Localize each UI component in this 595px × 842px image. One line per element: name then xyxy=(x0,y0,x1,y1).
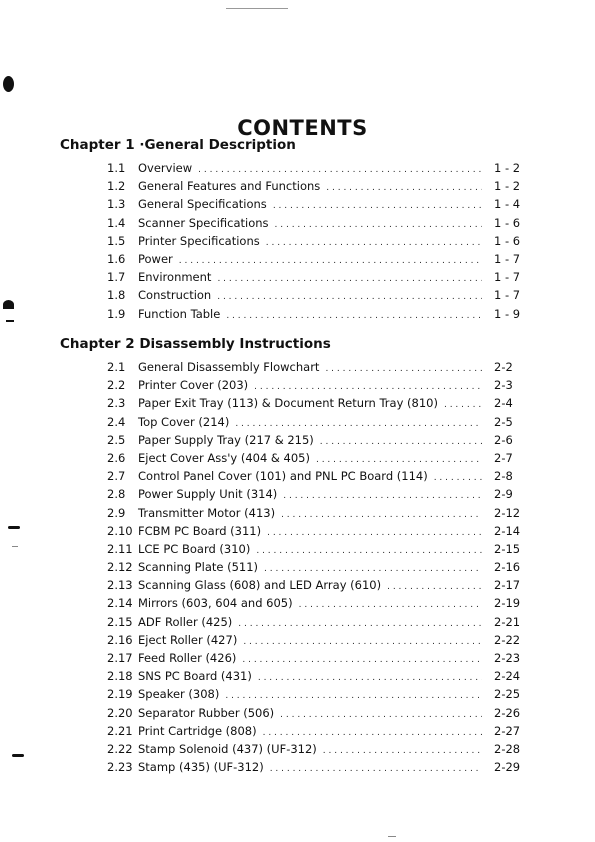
page-title: CONTENTS xyxy=(237,116,368,141)
toc-entry-number: 2.16 xyxy=(107,632,133,647)
toc-entry-title: Speaker (308) xyxy=(138,687,220,702)
toc-leader-dots xyxy=(270,764,482,774)
toc-entry xyxy=(107,307,532,325)
toc-entry-number: 1.7 xyxy=(107,270,126,285)
toc-entry-number: 1.8 xyxy=(107,288,126,303)
toc-leader-dots xyxy=(273,201,482,211)
toc-entry-number: 2.14 xyxy=(107,596,133,611)
toc-entry-title: Control Panel Cover (101) and PNL PC Board (114) xyxy=(138,469,428,484)
toc-entry-number: 1.9 xyxy=(107,306,126,321)
toc-leader-dots xyxy=(326,183,482,193)
toc-entry-number: 1.1 xyxy=(107,161,126,175)
binding-hole-mark-3 xyxy=(8,526,20,529)
toc-entry-number: 2.6 xyxy=(107,450,126,465)
toc-entry-number: 2.3 xyxy=(107,396,126,411)
binding-hole-mark-4 xyxy=(12,754,24,757)
toc-entry xyxy=(107,524,532,542)
top-scan-rule xyxy=(226,8,288,9)
toc-entry xyxy=(107,179,532,197)
toc-entry xyxy=(107,487,532,505)
toc-entry-page: 1 - 6 xyxy=(494,215,521,230)
toc-leader-dots xyxy=(242,655,482,665)
toc-entry-number: 1.4 xyxy=(107,215,126,230)
toc-entry-number: 2.21 xyxy=(107,723,133,738)
toc-entry xyxy=(107,578,532,596)
toc-entry-title: Scanning Plate (511) xyxy=(138,560,259,575)
toc-entry-title: ADF Roller (425) xyxy=(138,614,233,629)
toc-entry-number: 2.19 xyxy=(107,687,133,702)
toc-leader-dots xyxy=(316,455,482,465)
toc-leader-dots xyxy=(444,400,482,410)
toc-leader-dots xyxy=(243,637,482,647)
toc-leader-dots xyxy=(320,437,482,447)
toc-entry-title: Stamp Solenoid (437) (UF-312) xyxy=(138,741,317,756)
toc-entry-number: 1.6 xyxy=(107,251,126,266)
toc-entry-number: 2.13 xyxy=(107,578,133,593)
binding-hole-mark-1 xyxy=(3,76,14,92)
binding-hole-mark-3b xyxy=(12,546,18,547)
toc-entry-title: Top Cover (214) xyxy=(138,414,230,429)
toc-entry xyxy=(107,706,532,724)
toc-entry-page: 1 - 6 xyxy=(494,233,521,248)
toc-leader-dots xyxy=(256,546,482,556)
toc-entry-page: 2-5 xyxy=(494,414,513,429)
toc-leader-dots xyxy=(275,220,482,230)
toc-entry-number: 2.15 xyxy=(107,614,133,629)
toc-leader-dots xyxy=(225,691,482,701)
toc-leader-dots xyxy=(280,710,482,720)
binding-hole-mark-2b xyxy=(6,320,14,322)
toc-entry-page: 1 - 2 xyxy=(494,161,521,175)
toc-entry-page: 2-21 xyxy=(494,614,521,629)
toc-entry xyxy=(107,197,532,215)
toc-entry-title: Construction xyxy=(138,288,212,303)
toc-entry-page: 2-3 xyxy=(494,378,513,393)
toc-entry xyxy=(107,742,532,760)
toc-entry-title: Printer Specifications xyxy=(138,233,260,248)
toc-entry-title: General Disassembly Flowchart xyxy=(138,360,320,374)
toc-entry-title: Eject Roller (427) xyxy=(138,632,238,647)
toc-entry-number: 1.2 xyxy=(107,179,126,194)
toc-entry xyxy=(107,288,532,306)
toc-entry-title: Power Supply Unit (314) xyxy=(138,487,278,502)
toc-leader-dots xyxy=(198,165,482,175)
toc-entry-number: 2.10 xyxy=(107,523,133,538)
toc-entry-title: Separator Rubber (506) xyxy=(138,705,275,720)
toc-entry xyxy=(107,560,532,578)
toc-entry-page: 2-16 xyxy=(494,560,521,575)
toc-entry-page: 1 - 7 xyxy=(494,251,521,266)
toc-leader-dots xyxy=(226,311,482,321)
toc-entry-title: FCBM PC Board (311) xyxy=(138,523,262,538)
toc-leader-dots xyxy=(323,746,482,756)
toc-entry-title: Printer Cover (203) xyxy=(138,378,249,393)
toc-entry-number: 2.20 xyxy=(107,705,133,720)
toc-entry-number: 2.5 xyxy=(107,432,126,447)
toc-entry-page: 2-26 xyxy=(494,705,521,720)
toc-entry-number: 2.18 xyxy=(107,669,133,684)
toc-entry-number: 2.1 xyxy=(107,360,126,374)
toc-entry xyxy=(107,615,532,633)
toc-entry-number: 2.22 xyxy=(107,741,133,756)
toc-entry-title: Mirrors (603, 604 and 605) xyxy=(138,596,293,611)
toc-leader-dots xyxy=(266,238,482,248)
toc-entry-page: 2-15 xyxy=(494,541,521,556)
toc-entry-page: 2-7 xyxy=(494,450,513,465)
toc-entry xyxy=(107,506,532,524)
toc-entry-number: 1.5 xyxy=(107,233,126,248)
toc-entry xyxy=(107,633,532,651)
toc-entry-title: Overview xyxy=(138,161,193,175)
toc-entry-page: 2-23 xyxy=(494,651,521,665)
binding-hole-mark-2 xyxy=(3,300,14,309)
toc-entry-page: 2-22 xyxy=(494,632,521,647)
toc-entry xyxy=(107,651,532,669)
toc-entry-page: 2-28 xyxy=(494,741,521,756)
toc-entry xyxy=(107,469,532,487)
toc-entry-page: 2-24 xyxy=(494,669,521,684)
toc-leader-dots xyxy=(434,473,482,483)
toc-entry-title: LCE PC Board (310) xyxy=(138,541,251,556)
toc-entry-title: Transmitter Motor (413) xyxy=(138,505,276,520)
toc-entry-page: 1 - 9 xyxy=(494,306,521,321)
toc-entry-number: 2.12 xyxy=(107,560,133,575)
toc-entry xyxy=(107,396,532,414)
toc-leader-dots xyxy=(179,256,482,266)
toc-entry-page: 2-6 xyxy=(494,432,513,447)
chapter-1-toc xyxy=(107,161,532,325)
toc-entry xyxy=(107,378,532,396)
toc-entry xyxy=(107,433,532,451)
toc-leader-dots xyxy=(299,600,482,610)
toc-entry-number: 2.4 xyxy=(107,414,126,429)
toc-entry xyxy=(107,724,532,742)
toc-entry-page: 2-27 xyxy=(494,723,521,738)
toc-entry-number: 2.8 xyxy=(107,487,126,502)
toc-entry-number: 2.17 xyxy=(107,651,133,665)
toc-entry-page: 2-25 xyxy=(494,687,521,702)
toc-entry-title: Print Cartridge (808) xyxy=(138,723,257,738)
toc-entry xyxy=(107,415,532,433)
toc-entry-title: General Features and Functions xyxy=(138,179,321,194)
toc-entry xyxy=(107,669,532,687)
toc-entry-page: 1 - 2 xyxy=(494,179,521,194)
toc-entry xyxy=(107,161,532,179)
toc-entry xyxy=(107,451,532,469)
toc-entry-number: 2.11 xyxy=(107,541,133,556)
toc-entry-page: 1 - 4 xyxy=(494,197,521,212)
toc-entry-page: 2-19 xyxy=(494,596,521,611)
toc-entry-page: 1 - 7 xyxy=(494,288,521,303)
toc-entry-page: 2-9 xyxy=(494,487,513,502)
toc-entry-title: Paper Exit Tray (113) & Document Return Tray (810) xyxy=(138,396,438,411)
toc-entry-title: Scanner Specifications xyxy=(138,215,269,230)
chapter-2-heading: Chapter 2 Disassembly Instructions xyxy=(60,336,331,352)
toc-leader-dots xyxy=(283,491,482,501)
toc-entry xyxy=(107,760,532,778)
toc-entry xyxy=(107,234,532,252)
footer-scan-mark xyxy=(388,836,396,837)
toc-entry-number: 2.7 xyxy=(107,469,126,484)
toc-entry-title: Eject Cover Ass'y (404 & 405) xyxy=(138,450,310,465)
toc-entry-number: 2.23 xyxy=(107,760,133,775)
toc-leader-dots xyxy=(258,673,482,683)
toc-leader-dots xyxy=(264,564,482,574)
toc-leader-dots xyxy=(235,419,482,429)
toc-entry-title: Feed Roller (426) xyxy=(138,651,237,665)
chapter-1-heading: Chapter 1 ·General Description xyxy=(60,137,296,153)
toc-entry-title: Environment xyxy=(138,270,212,285)
toc-entry xyxy=(107,252,532,270)
toc-entry-title: General Specifications xyxy=(138,197,267,212)
chapter-2-toc xyxy=(107,360,532,778)
toc-entry-number: 1.3 xyxy=(107,197,126,212)
toc-leader-dots xyxy=(325,364,482,374)
toc-leader-dots xyxy=(267,528,482,538)
toc-entry-title: Paper Supply Tray (217 & 215) xyxy=(138,432,314,447)
toc-leader-dots xyxy=(217,274,482,284)
toc-entry xyxy=(107,360,532,378)
toc-entry-page: 2-2 xyxy=(494,360,513,374)
toc-entry-page: 2-12 xyxy=(494,505,521,520)
toc-entry-page: 2-17 xyxy=(494,578,521,593)
toc-entry-title: Scanning Glass (608) and LED Array (610) xyxy=(138,578,382,593)
toc-entry-page: 2-4 xyxy=(494,396,513,411)
toc-entry-number: 2.2 xyxy=(107,378,126,393)
toc-entry xyxy=(107,270,532,288)
toc-leader-dots xyxy=(263,728,482,738)
toc-entry xyxy=(107,542,532,560)
toc-entry xyxy=(107,687,532,705)
toc-entry-page: 2-29 xyxy=(494,760,521,775)
toc-entry-title: Power xyxy=(138,251,173,266)
toc-entry xyxy=(107,596,532,614)
toc-entry-page: 2-8 xyxy=(494,469,513,484)
toc-entry-page: 1 - 7 xyxy=(494,270,521,285)
toc-leader-dots xyxy=(238,619,482,629)
toc-leader-dots xyxy=(387,582,482,592)
toc-entry xyxy=(107,216,532,234)
toc-entry-title: Function Table xyxy=(138,306,221,321)
toc-entry-title: SNS PC Board (431) xyxy=(138,669,252,684)
toc-leader-dots xyxy=(254,382,482,392)
toc-entry-number: 2.9 xyxy=(107,505,126,520)
toc-leader-dots xyxy=(281,510,482,520)
toc-entry-page: 2-14 xyxy=(494,523,521,538)
toc-leader-dots xyxy=(217,292,482,302)
toc-entry-title: Stamp (435) (UF-312) xyxy=(138,760,264,775)
